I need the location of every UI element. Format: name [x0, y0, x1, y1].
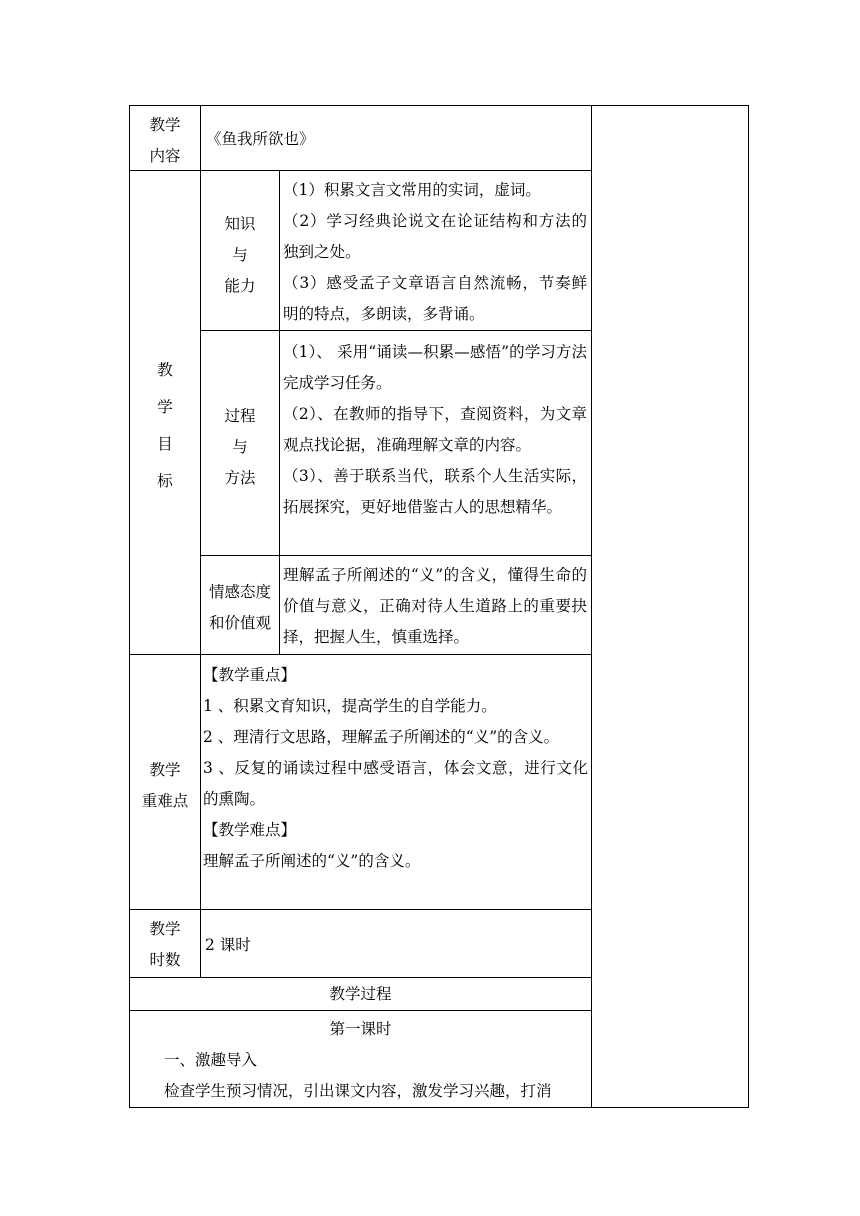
key-item-3: 3 、反复的诵读过程中感受语言，体会文意，进行文化的熏陶。 [203, 759, 588, 808]
key-item-2: 2 、理清行文思路，理解孟子所阐述的“义”的含义。 [203, 728, 560, 746]
knowledge-item-3: （3）感受孟子文章语言自然流畅，节奏鲜明的特点，多朗读，多背诵。 [283, 274, 587, 323]
knowledge-item-2: （2）学习经典论说文在论证结构和方法的独到之处。 [283, 212, 587, 261]
content-value: 《鱼我所欲也》 [206, 130, 315, 148]
knowledge-label: 知识 与 能力 [224, 215, 256, 295]
hours-value: 2 课时 [205, 936, 251, 954]
emotion-text: 理解孟子所阐述的“义”的含义，懂得生命的价值与意义，正确对待人生道路上的重要抉择，把握人生，慎重选择。 [283, 566, 587, 646]
process-item-1: （1）、 采用“诵读—积累—感悟”的学习方法完成学习任务。 [283, 343, 587, 392]
process-items [283, 337, 587, 523]
step1-heading: 一、激趣导入 [164, 1051, 258, 1069]
keypoints-body [203, 660, 588, 877]
process-item-2: （2）、在教师的指导下，查阅资料，为文章观点找论据，准确理解文章的内容。 [283, 405, 587, 454]
goals-label: 教 学 目 标 [157, 361, 173, 490]
step1-text: 检查学生预习情况，引出课文内容，激发学习兴趣，打消 [164, 1082, 552, 1100]
knowledge-items [283, 175, 587, 330]
process-section-title: 教学过程 [329, 985, 392, 1003]
hours-label: 教学 时数 [149, 920, 181, 969]
key-heading: 【教学重点】 [203, 666, 297, 684]
key-item-1: 1 、积累文育知识，提高学生的自学能力。 [203, 697, 497, 715]
difficult-text: 理解孟子所阐述的“义”的含义。 [203, 852, 421, 870]
keypoints-label: 教学 重难点 [141, 761, 189, 810]
process-item-3: （3）、善于联系当代，联系个人生活实际，拓展探究，更好地借鉴古人的思想精华。 [283, 467, 587, 516]
emotion-label: 情感态度 和价值观 [208, 583, 271, 632]
content-label: 教学 内容 [149, 116, 181, 165]
difficult-heading: 【教学难点】 [203, 821, 297, 839]
process-label: 过程 与 方法 [224, 407, 256, 487]
knowledge-item-1: （1）积累文言文常用的实词，虚词。 [283, 181, 541, 199]
lesson-title: 第一课时 [329, 1020, 392, 1038]
